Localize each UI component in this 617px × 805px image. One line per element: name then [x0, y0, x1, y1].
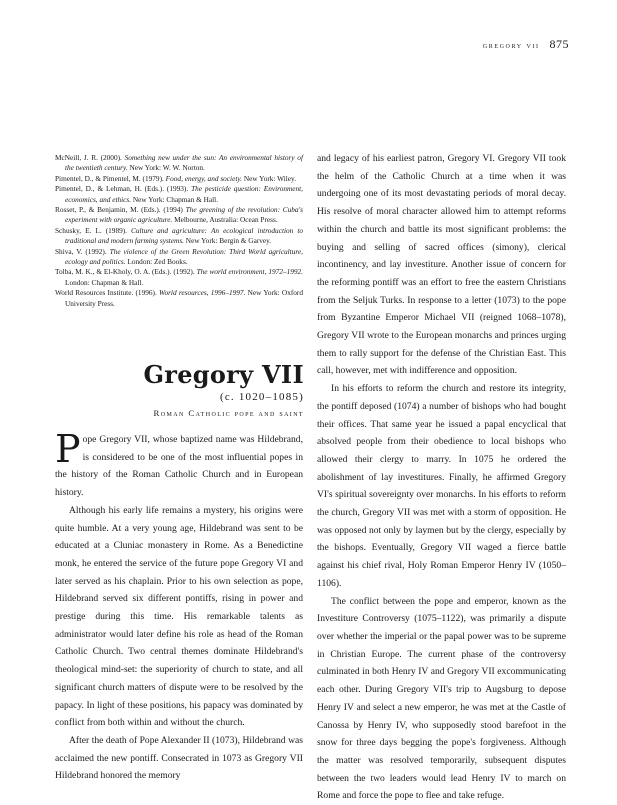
reference-item: World Resources Institute. (1996). World resources, 1996–1997. New York: Oxford University Press.: [55, 288, 303, 308]
entry-title: Gregory VII: [143, 360, 304, 389]
reference-item: Tolba, M. K., & El-Kholy, O. A. (Eds.). (1992). The world environment, 1972–1992. London: Chapman & Hall.: [55, 267, 303, 287]
paragraph: Although his early life remains a mystery, his origins were quite humble. At a very young age, Hildebrand was sent to be educated at a Cluniac monastery in Rome. As a Benedictine monk, he entered the service of the future pope Gregory VI and later served as his chaplain. Prior to his own selection as pope, Hildebrand served six different pontiffs, rising in power and prestige during this time. His remarkable talents as administrator would later define his role as head of the Roman Catholic Church. Two central themes dominate Hildebrand's theological mind-set: the superiority of church to state, and all significant church matters of dispute were to be resolved by the papacy. In light of these positions, his papacy was dominated by conflict from both within and without the church.: [55, 504, 303, 729]
paragraph: The conflict between the pope and emperor, known as the Investiture Controversy (1075–1122), was primarily a dispute over whether the imperial or the papal power was to be supreme in Christian Europe. The current phase of the controversy culminated in both Henry IV and Gregory VII excommunicating each other. During Gregory VII's trip to Augsburg to depose Henry IV and select a new emperor, he was met at the Castle of Canossa by Henry IV, who supposedly stood barefoot in the snow for three days begging the pope's forgiveness. Although the matter was resolved temporarily, subsequent disputes between the two leaders would lead Henry IV to march on Rome and force the pope to flee and take refuge.: [317, 595, 566, 802]
entry-dates: (c. 1020–1085): [219, 391, 304, 403]
entry-heading: [143, 362, 304, 418]
reference-item: Pimentel, D., & Lehman, H. (Eds.). (1993). The pesticide question: Environment, economics, and ethics. New York: Chapman & Hall.: [55, 184, 303, 204]
reference-item: McNeill, J. R. (2000). Something new under the sun: An environmental history of the twentieth century. New York: W. W. Norton.: [55, 153, 303, 173]
paragraph: In his efforts to reform the church and restore its integrity, the pontiff deposed (1074) a number of bishops who had bought their offices. That same year he issued a papal encyclical that absolved people from their obedience to local bishops who allowed their clergy to marry. In 1075 he ordered the abolishment of lay investitures. Finally, he affirmed Gregory VI's spiritual sovereignty over monarchs. In his efforts to reform the church, Gregory VII was met with a storm of opposition. He was opposed not only by laymen but by the clergy, especially by the bishops. Eventually, Gregory VII waged a fierce battle against his chief rival, Holy Roman Emperor Henry IV (1050–1106).: [317, 383, 566, 589]
left-column: [55, 427, 303, 785]
reference-item: Shiva, V. (1992). The violence of the Green Revolution: Third World agriculture, ecology and politics. London: Zed Books.: [55, 246, 303, 267]
reference-item: Rosset, P., & Benjamin, M. (Eds.). (1994) The greening of the revolution: Cuba's experiment with organic agriculture. Melbourne, Australia: Ocean Press.: [55, 205, 303, 225]
running-head: [483, 37, 569, 52]
paragraph: Pope Gregory VII, whose baptized name was Hildebrand, is considered to be one of the most influential popes in the history of the Roman Catholic Church and in European history.: [55, 427, 303, 499]
reference-item: Schusky, E. L. (1989). Culture and agriculture: An ecological introduction to traditional and modern farming systems. New York: Bergin & Garvey.: [55, 225, 303, 246]
running-title: gregory vii: [482, 40, 540, 50]
right-column: [317, 150, 566, 805]
drop-cap: P: [55, 427, 81, 471]
entry-role: Roman Catholic pope and saint: [153, 408, 304, 418]
reference-list: [55, 153, 303, 309]
paragraph: and legacy of his earliest patron, Gregory VI. Gregory VII took the helm of the Catholic Church at a time when it was undergoing one of its most devastating periods of moral decay. His resolve of moral character allowed him to attempt reforms within the church and battle its most significant problems: the buying and selling of sacred offices (simony), clerical incontinency, and lay investiture. Another issue of concern for the reforming pontiff was an effort to free the eastern Christians from the Seljuk Turks. In response to a letter (1073) to the pope from Byzantine Emperor Michael VII (reigned 1068–1078), Gregory VII wrote to the European monarchs and princes urging them to rally support for the defense of the Christian East. This call, however, met with indifference and opposition.: [317, 153, 566, 377]
reference-item: Pimentel, D., & Pimentel, M. (1979). Food, energy, and society. New York: Wiley.: [55, 173, 297, 183]
paragraph: After the death of Pope Alexander II (1073), Hildebrand was acclaimed the new pontiff. Consecrated in 1073 as Gregory VII Hildebrand honored the memory: [55, 734, 303, 782]
page-number: 875: [549, 37, 569, 51]
